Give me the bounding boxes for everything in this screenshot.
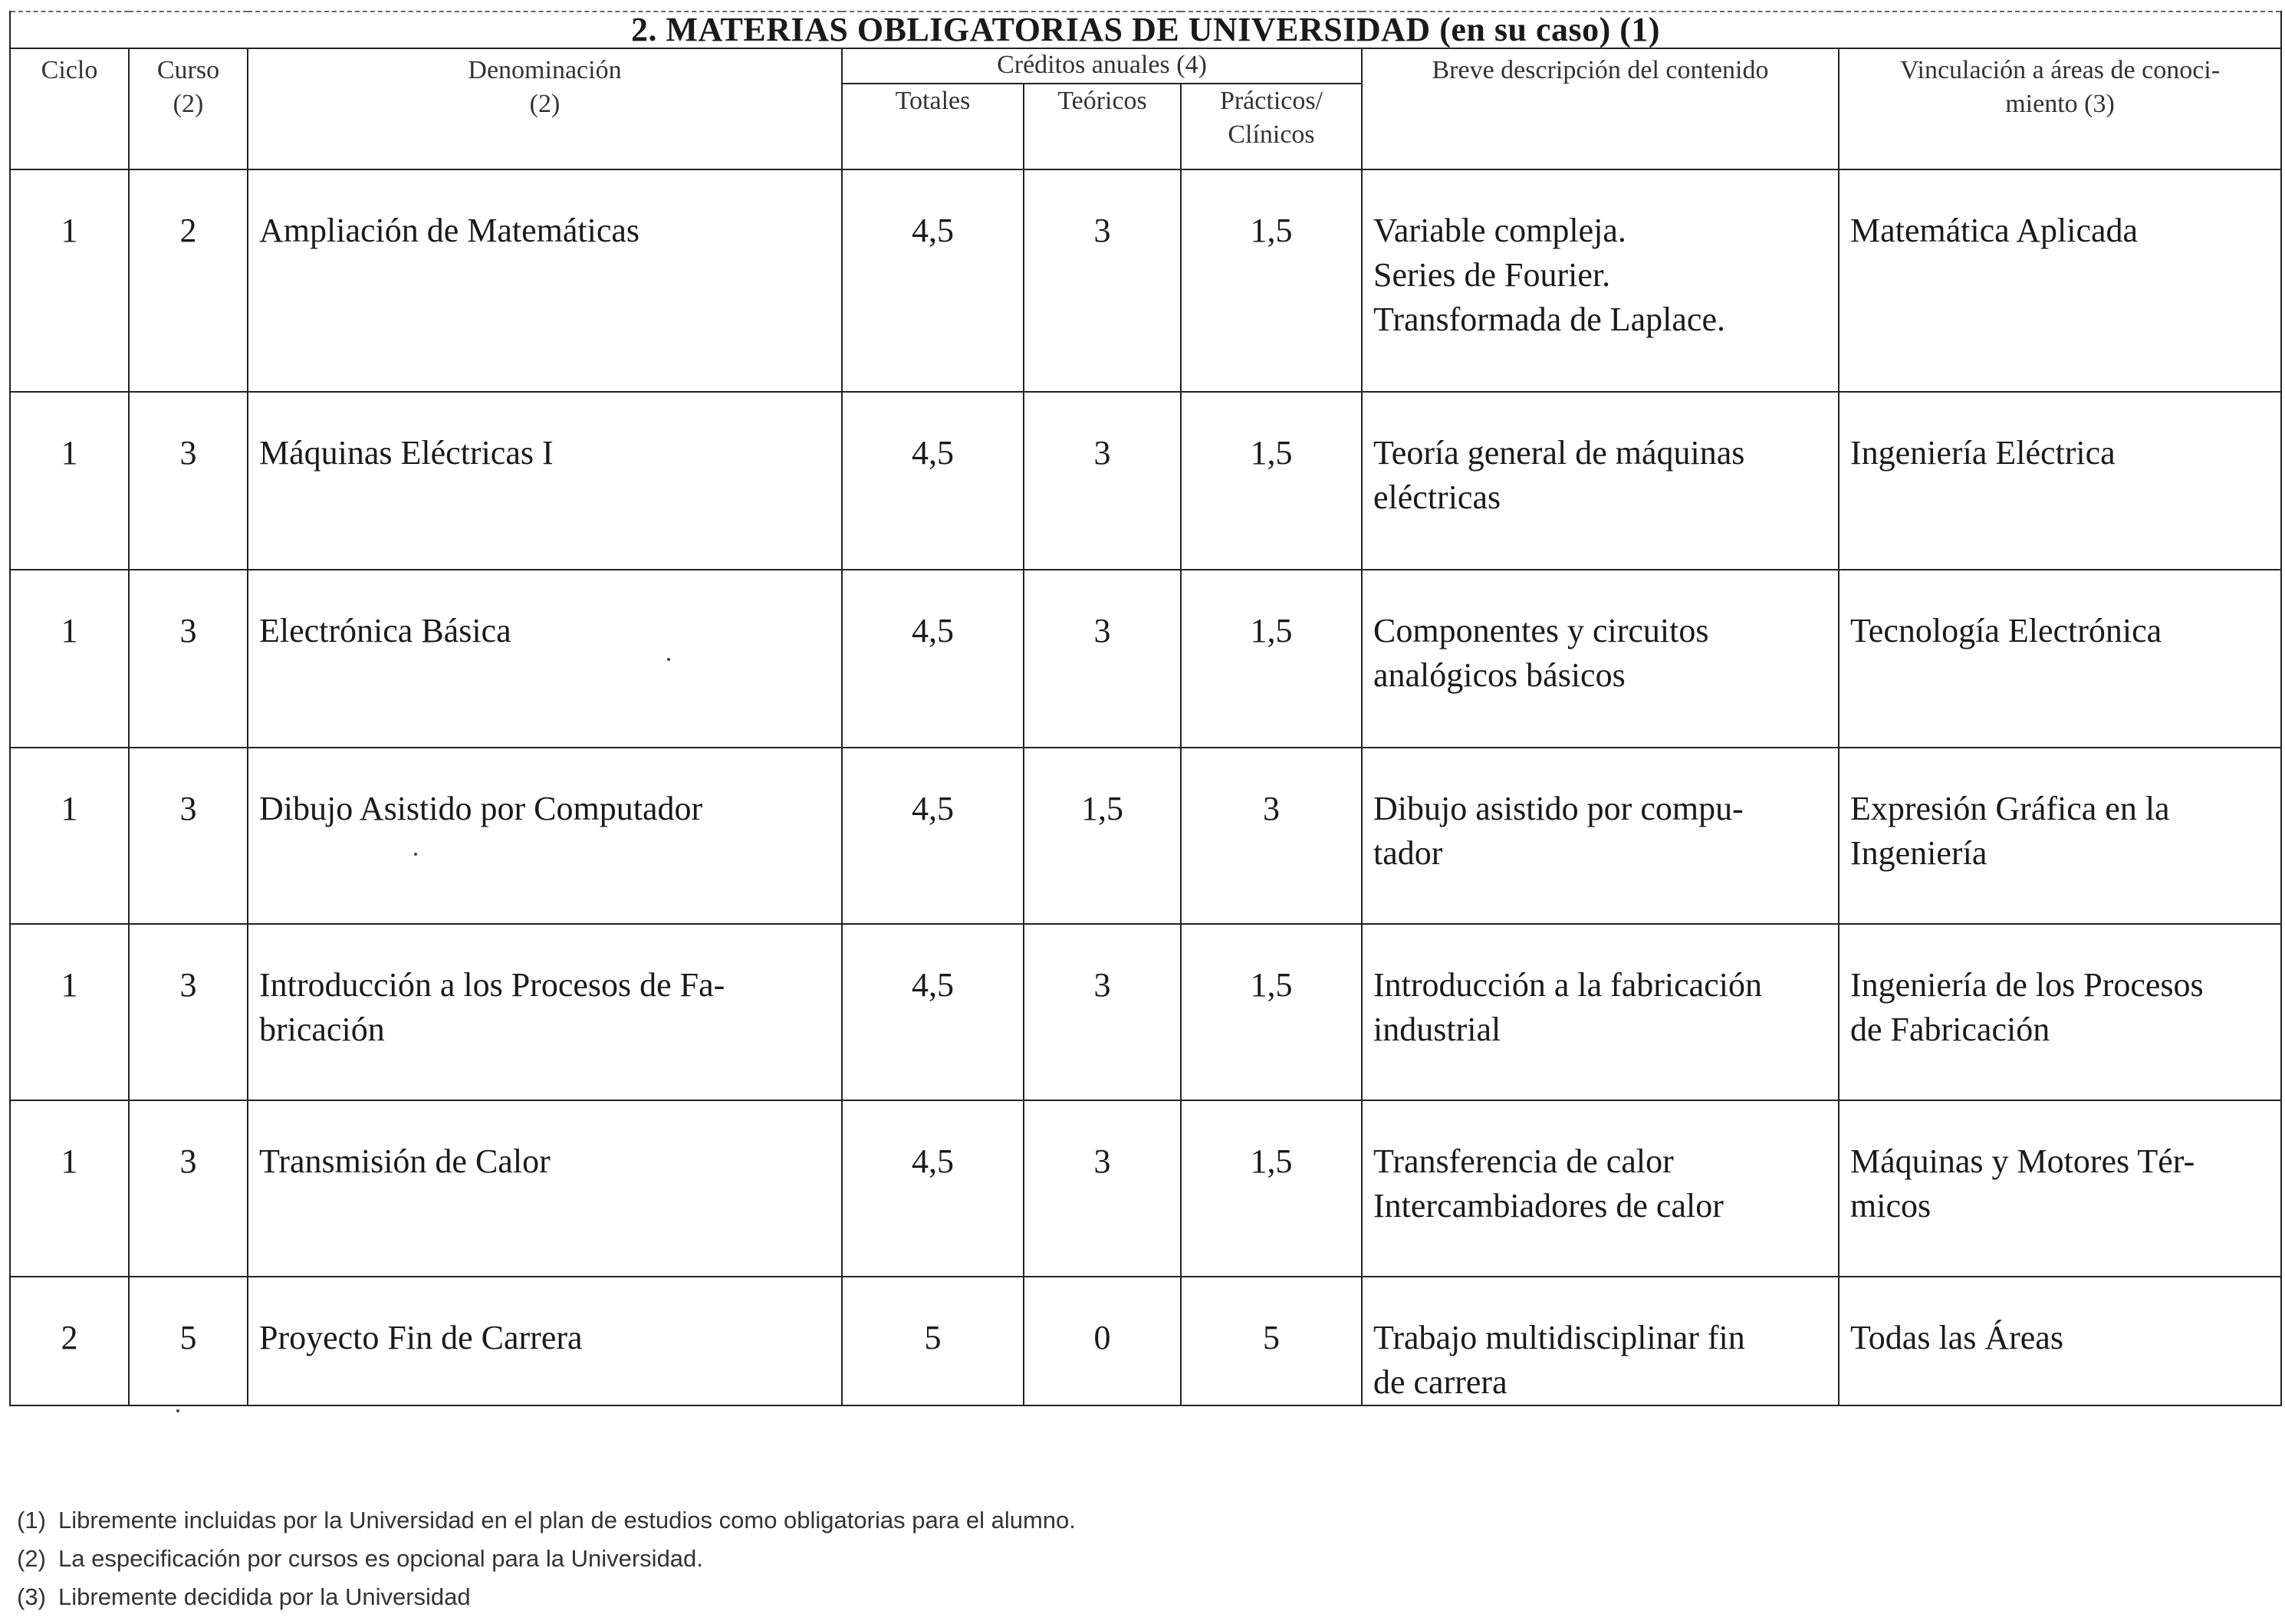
cell-denominacion: Introducción a los Procesos de Fa- bricación [248,924,842,1100]
table-row [10,924,2281,1100]
table-row [10,392,2281,570]
footnote-2: (2) La especificación por cursos es opcional para la Universidad. [17,1545,703,1572]
table-title: 2. MATERIAS OBLIGATORIAS DE UNIVERSIDAD (en su caso) (1) [10,12,2281,48]
cell-totales: 5 [842,1277,1024,1405]
cell-ciclo: 1 [10,392,129,570]
cell-curso: 3 [129,924,248,1100]
footnote-3: (3) Libremente decidida por la Universidad [17,1583,471,1610]
scan-speck [667,658,670,661]
cell-vinculacion: Ingeniería de los Procesos de Fabricación [1839,924,2281,1100]
cell-descripcion: Componentes y circuitos analógicos básicos [1362,570,1839,748]
scan-speck [414,853,417,856]
cell-vinculacion: Tecnología Electrónica [1839,570,2281,748]
cell-ciclo: 1 [10,570,129,748]
cell-denominacion: Electrónica Básica [248,570,842,748]
table-body [10,169,2281,1405]
cell-descripcion: Introducción a la fabricación industrial [1362,924,1839,1100]
cell-curso: 3 [129,392,248,570]
cell-teoricos: 3 [1024,924,1181,1100]
cell-teoricos: 3 [1024,570,1181,748]
subjects-table [9,11,2282,1406]
cell-practicos: 3 [1181,748,1362,924]
cell-vinculacion: Ingeniería Eléctrica [1839,392,2281,570]
cell-practicos: 1,5 [1181,924,1362,1100]
table-row [10,570,2281,748]
scan-speck [176,1409,179,1412]
cell-practicos: 1,5 [1181,169,1362,392]
cell-practicos: 1,5 [1181,392,1362,570]
cell-practicos: 1,5 [1181,1100,1362,1277]
cell-curso: 3 [129,1100,248,1277]
cell-descripcion: Teoría general de máquinas eléctricas [1362,392,1839,570]
cell-totales: 4,5 [842,1100,1024,1277]
cell-denominacion: Proyecto Fin de Carrera [248,1277,842,1405]
header-curso: Curso (2) [129,48,248,169]
header-denominacion: Denominación (2) [248,48,842,169]
header-teoricos: Teóricos [1024,84,1181,169]
cell-descripcion: Variable compleja. Series de Fourier. Transformada de Laplace. [1362,169,1839,392]
header-vinculacion: Vinculación a áreas de conoci- miento (3) [1839,48,2281,169]
cell-descripcion: Transferencia de calor Intercambiadores de calor [1362,1100,1839,1277]
header-ciclo: Ciclo [10,48,129,169]
cell-denominacion: Dibujo Asistido por Computador [248,748,842,924]
cell-ciclo: 1 [10,169,129,392]
cell-curso: 3 [129,748,248,924]
cell-curso: 5 [129,1277,248,1405]
table-row [10,1100,2281,1277]
cell-denominacion: Ampliación de Matemáticas [248,169,842,392]
cell-vinculacion: Máquinas y Motores Tér- micos [1839,1100,2281,1277]
cell-practicos: 5 [1181,1277,1362,1405]
cell-totales: 4,5 [842,169,1024,392]
cell-totales: 4,5 [842,392,1024,570]
cell-ciclo: 1 [10,924,129,1100]
cell-curso: 2 [129,169,248,392]
cell-descripcion: Dibujo asistido por compu- tador [1362,748,1839,924]
cell-descripcion: Trabajo multidisciplinar fin de carrera [1362,1277,1839,1405]
cell-teoricos: 3 [1024,1100,1181,1277]
cell-teoricos: 3 [1024,392,1181,570]
cell-practicos: 1,5 [1181,570,1362,748]
cell-teoricos: 3 [1024,169,1181,392]
header-totales: Totales [842,84,1024,169]
cell-vinculacion: Expresión Gráfica en la Ingeniería [1839,748,2281,924]
cell-vinculacion: Matemática Aplicada [1839,169,2281,392]
cell-teoricos: 0 [1024,1277,1181,1405]
header-practicos: Prácticos/ Clínicos [1181,84,1362,169]
cell-denominacion: Máquinas Eléctricas I [248,392,842,570]
table-row [10,169,2281,392]
cell-ciclo: 1 [10,748,129,924]
cell-denominacion: Transmisión de Calor [248,1100,842,1277]
cell-vinculacion: Todas las Áreas [1839,1277,2281,1405]
cell-ciclo: 2 [10,1277,129,1405]
cell-totales: 4,5 [842,570,1024,748]
header-descripcion: Breve descripción del contenido [1362,48,1839,169]
cell-curso: 3 [129,570,248,748]
cell-totales: 4,5 [842,924,1024,1100]
cell-totales: 4,5 [842,748,1024,924]
header-creditos-anuales: Créditos anuales (4) [842,48,1362,84]
cell-teoricos: 1,5 [1024,748,1181,924]
footnotes [17,1501,1474,1616]
cell-ciclo: 1 [10,1100,129,1277]
table-row [10,748,2281,924]
table-row [10,1277,2281,1405]
footnote-1: (1) Libremente incluidas por la Universidad en el plan de estudios como obligatorias para el alumno. [17,1507,1076,1534]
